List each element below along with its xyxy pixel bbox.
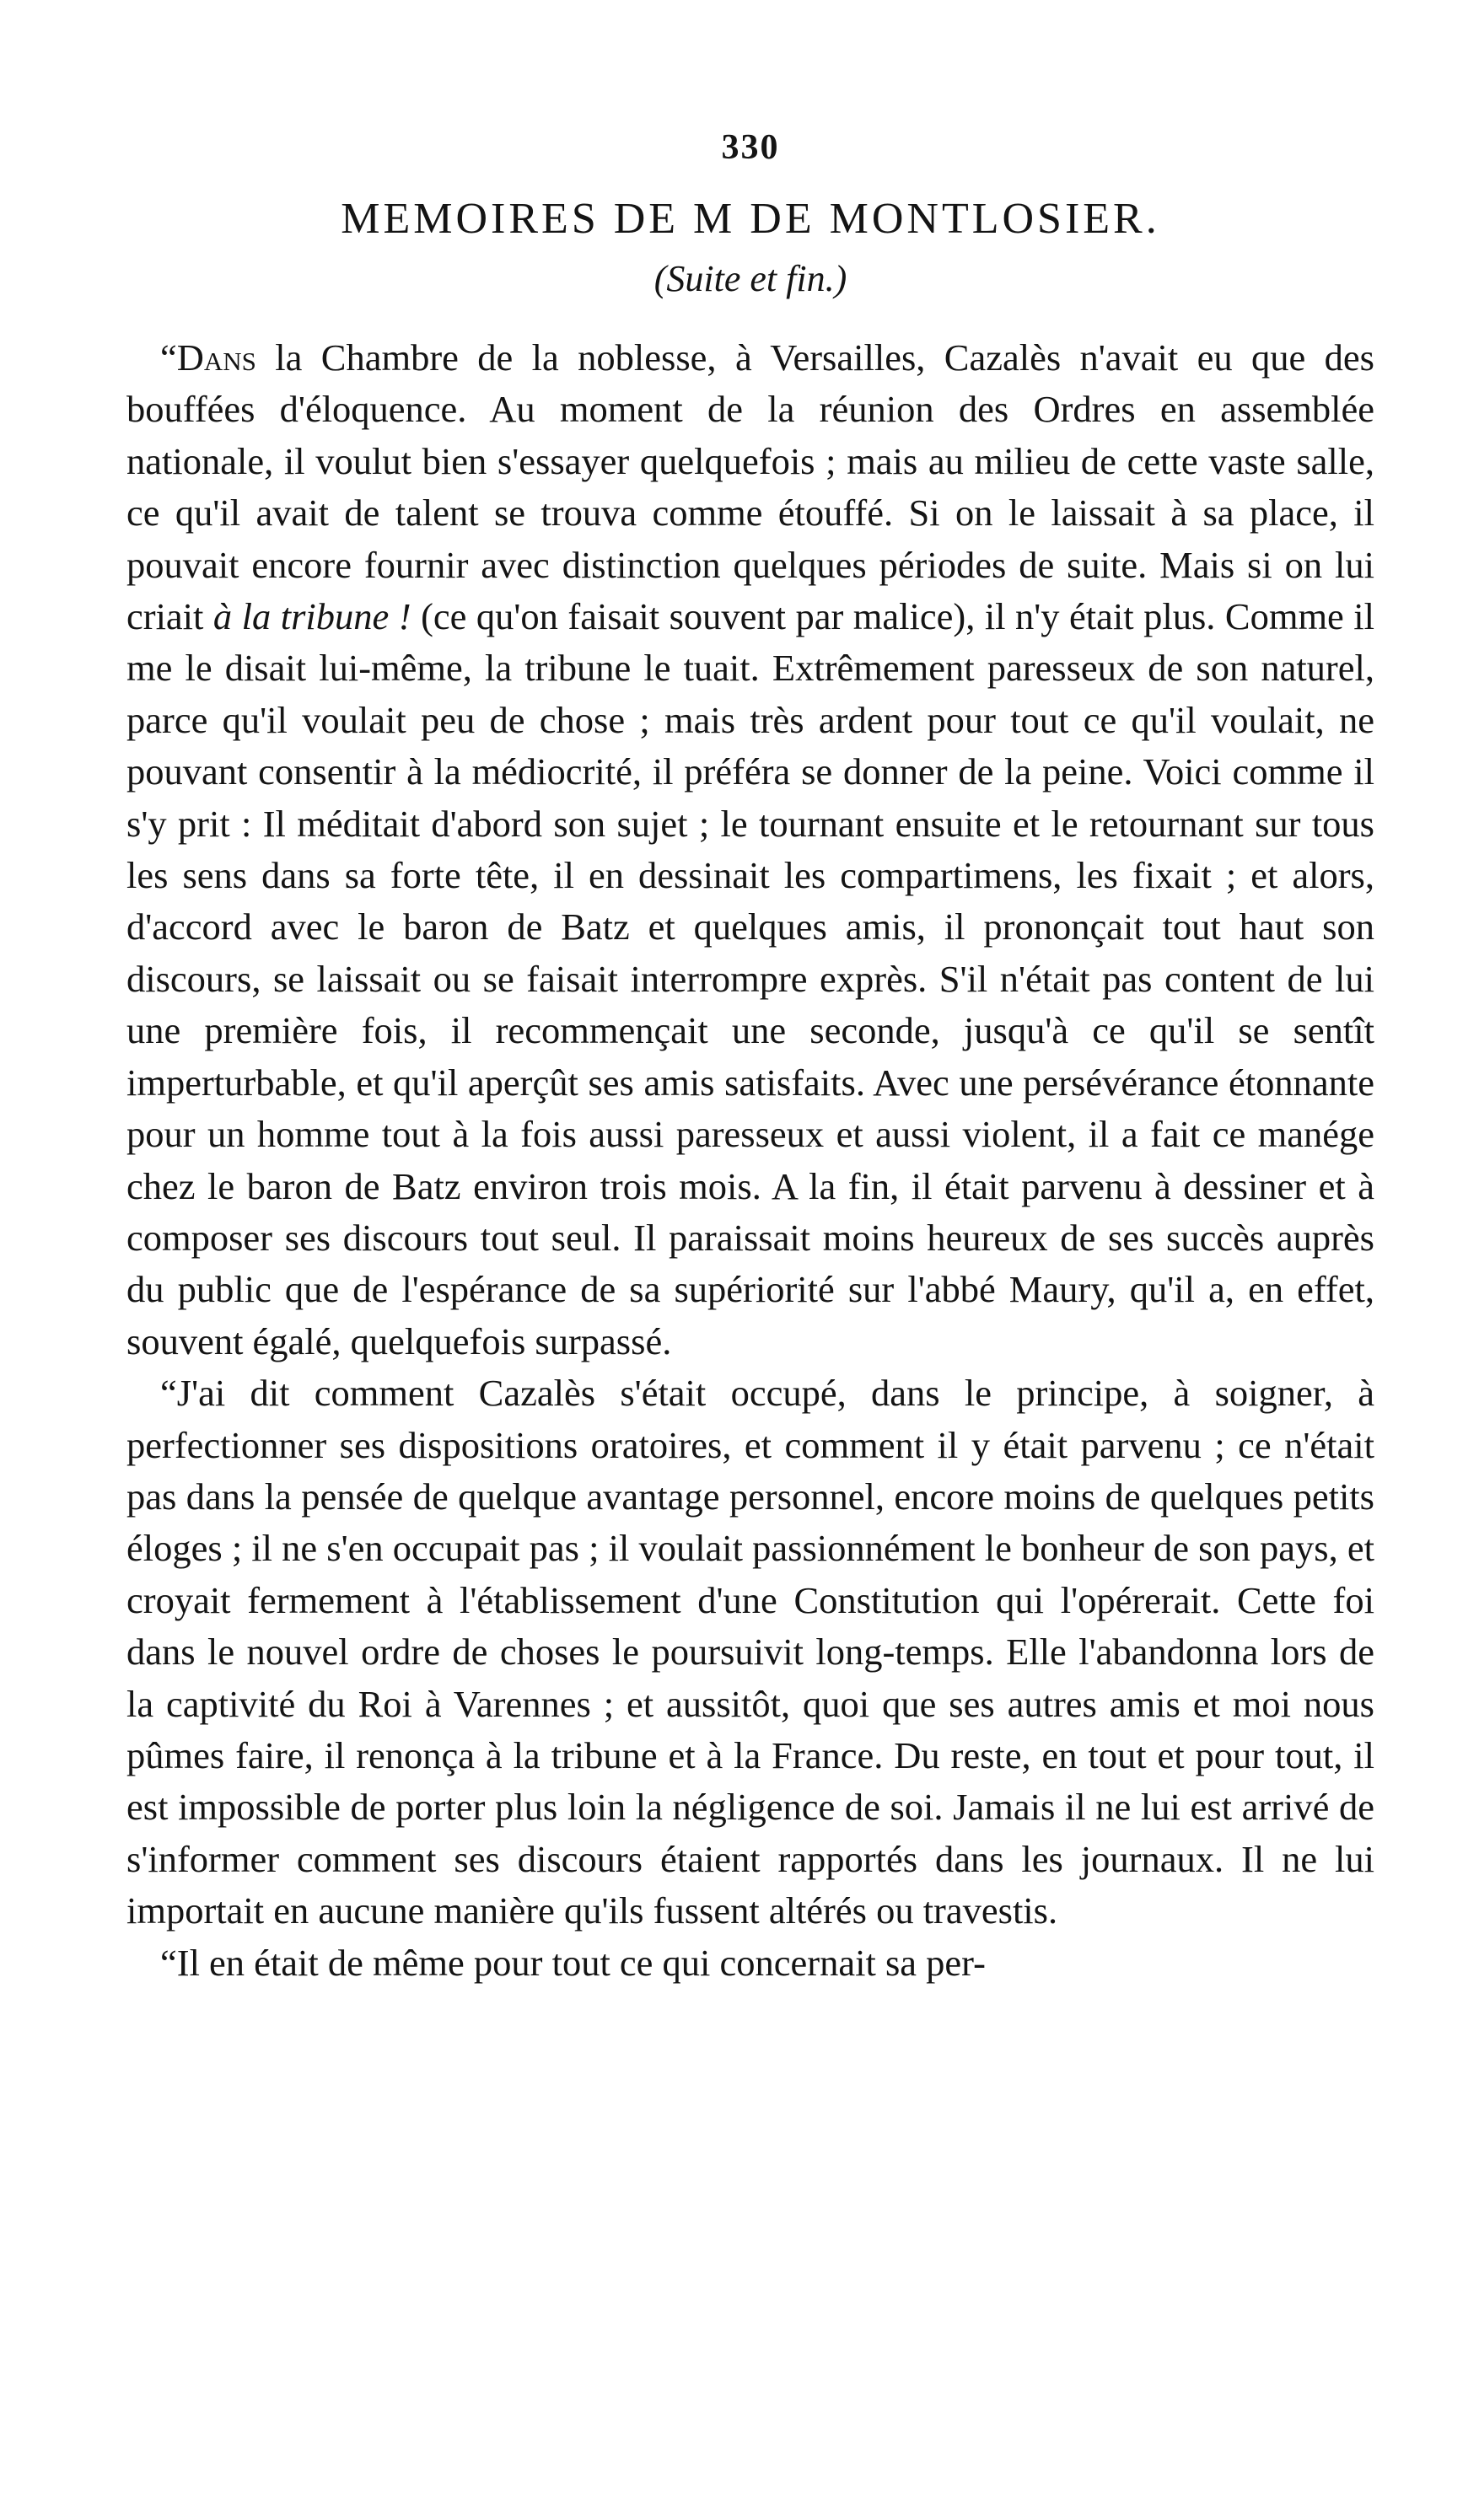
book-page [126,126,1374,1989]
page-number: 330 [721,128,780,167]
chapter-subtitle: (Suite et fin.) [653,258,847,299]
chapter-title: MEMOIRES DE M DE MONTLOSIER. [341,195,1160,243]
paragraph-3: “Il en était de même pour tout ce qui concernait sa per- [160,1941,986,1984]
lead-word: Dans [176,336,256,379]
paragraph-1-text-a: la Chambre de la noblesse, à Versailles, Cazalès n'avait eu que des bouffées d'éloquence. Au moment de la réunion des Ordres en assemblée nationale, il voulut bien s'essayer quelquefois ; mais au milieu de cette vaste salle, ce qu'il avait de talent se trouva comme étouffé. Si on le laissait à sa place, il pouvait encore fournir avec distinction quelques périodes de suite. Mais si on lui criait [126,336,1374,638]
paragraph-1-text-b: (ce qu'on faisait souvent par malice), il n'y était plus. Comme il me le disait lui-même, la tribune le tuait. Extrêmement paresseux de son naturel, parce qu'il voulait peu de chose ; mais très ardent pour tout ce qu'il voulait, ne pouvant consentir à la médiocrité, il préféra se donner de la peine. Voici comme il s'y prit : Il méditait d'abord son sujet ; le tournant ensuite et le retournant sur tous les sens dans sa forte tête, il en dessinait les compartimens, les fixait ; et alors, d'accord avec le baron de Batz et quelques amis, il prononçait tout haut son discours, se laissait ou se faisait interrompre exprès. S'il n'était pas content de lui une première fois, il recommençait une seconde, jusqu'à ce qu'il se sentît imperturbable, et qu'il aperçût ses amis satisfaits. Avec une persévérance étonnante pour un homme tout à la fois aussi paresseux et aussi violent, il a fait ce manége chez le baron de Batz environ trois mois. A la fin, il était parvenu à dessiner et à composer ses discours tout seul. Il paraissait moins heureux de ses succès auprès du public que de l'espérance de sa supériorité sur l'abbé Maury, qu'il a, en effet, souvent égalé, quelquefois surpassé. [126,595,1375,1362]
italic-phrase: à la tribune ! [212,595,411,638]
open-quote: “ [160,336,177,379]
paragraph-2: “J'ai dit comment Cazalès s'était occupé, dans le principe, à soigner, à perfectionner ses dispositions oratoires, et comment il y était parvenu ; ce n'était pas dans la pensée de quelque avantage personnel, encore moins de quelques petits éloges ; il ne s'en occupait pas ; il voulait passionnément le bonheur de son pays, et croyait fermement à l'établissement d'une Constitution qui l'opérerait. Cette foi dans le nouvel ordre de choses le poursuivit long-temps. Elle l'abandonna lors de la captivité du Roi à Varennes ; et aussitôt, quoi que ses autres amis et moi nous pûmes faire, il renonça à la tribune et à la France. Du reste, en tout et pour tout, il est impossible de porter plus loin la négligence de soi. Jamais il ne lui est arrivé de s'informer comment ses discours étaient rapportés dans les journaux. Il ne lui importait en aucune manière qu'ils fussent altérés ou travestis. [126,1372,1374,1932]
paragraph-1 [126,332,1374,1367]
